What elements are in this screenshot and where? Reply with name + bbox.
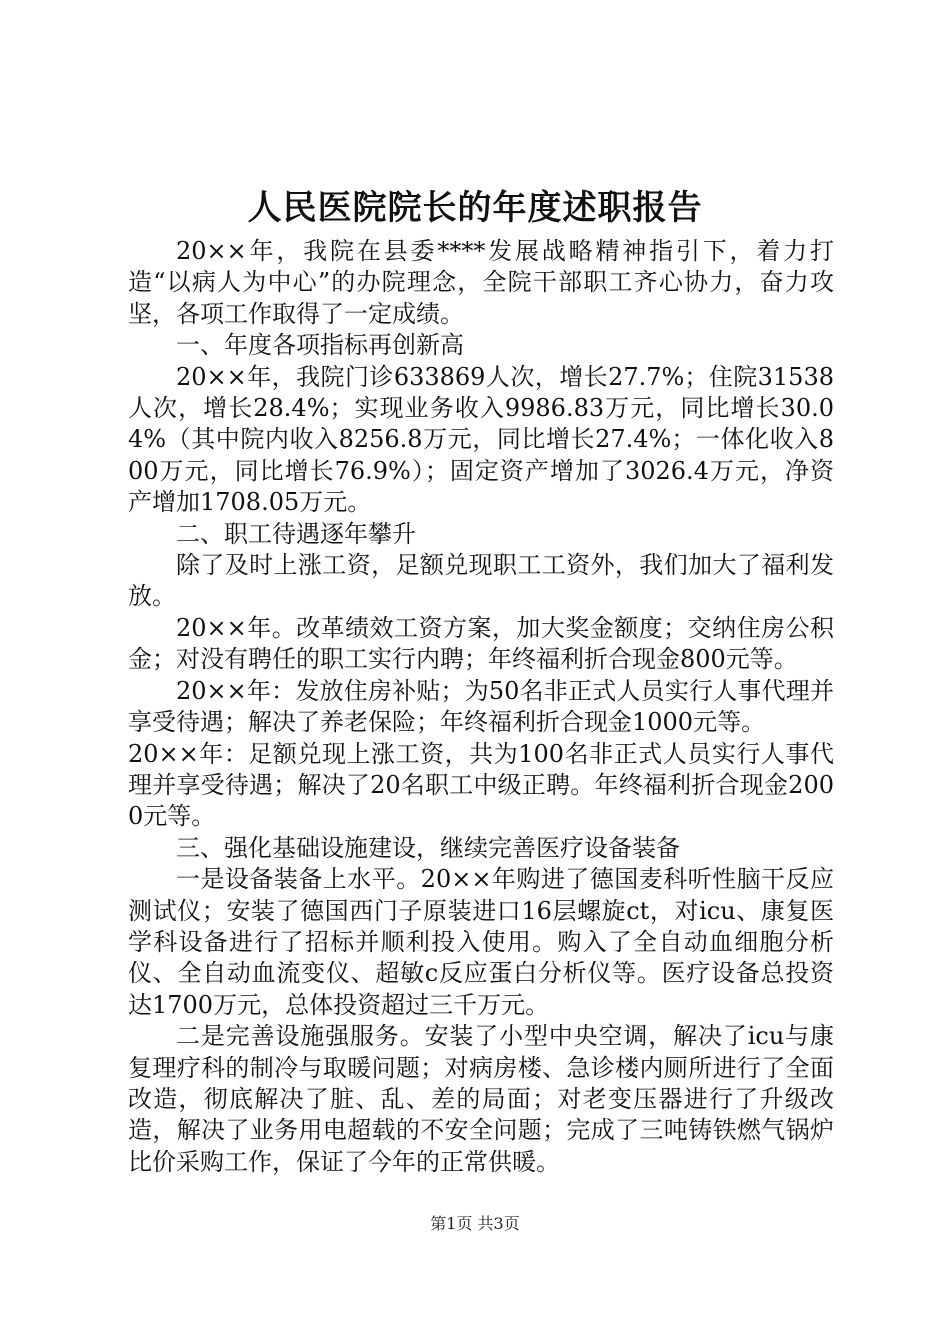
paragraph-equipment: 一是设备装备上水平。20××年购进了德国麦科听性脑干反应测试仪；安装了德国西门子原装进口16层螺旋ct，对icu、康复医学科设备进行了招标并顺利投入使用。购入了全自动血细胞分析仪、全自动血流变仪、超敏c反应蛋白分析仪等。医疗设备总投资达1700万元，总体投资超过三千万元。 [128,865,834,1019]
section-heading-2: 二、职工待遇逐年攀升 [176,519,416,548]
paragraph-indicators: 20××年，我院门诊633869人次，增长27.7%；住院31538人次，增长28.4%；实现业务收入9986.83万元，同比增长30.04%（其中院内收入8256.8万元，同比增长27.4%；一体化收入800万元，同比增长76.9%）；固定资产增加了3026.4万元，净资产增加1708.05万元。 [128,362,834,517]
document-body [128,236,834,1178]
paragraph-welfare-year-2: 20××年：发放住房补贴；为50名非正式人员实行人事代理并享受待遇；解决了养老保险；年终福利折合现金1000元等。 [128,676,834,737]
section-heading-1: 一、年度各项指标再创新高 [176,331,464,360]
paragraph-facilities: 二是完善设施强服务。安装了小型中央空调，解决了icu与康复理疗科的制冷与取暖问题；对病房楼、急诊楼内厕所进行了全面改造，彻底解决了脏、乱、差的局面；对老变压器进行了升级改造，解决了业务用电超载的不安全问题；完成了三吨铸铁燃气锅炉比价采购工作，保证了今年的正常供暖。 [128,1022,834,1176]
page-footer: 第1页 共3页 [430,1214,520,1233]
paragraph-welfare-intro: 除了及时上涨工资，足额兑现职工工资外，我们加大了福利发放。 [128,551,834,611]
document-title: 人民医院院长的年度述职报告 [247,188,703,228]
paragraph-intro: 20××年，我院在县委****发展战略精神指引下，着力打造“以病人为中心”的办院理念，全院干部职工齐心协力，奋力攻坚，各项工作取得了一定成绩。 [128,237,834,328]
paragraph-welfare-year-3: 20××年：足额兑现上涨工资，共为100名非正式人员实行人事代理并享受待遇；解决了20名职工中级正聘。年终福利折合现金2000元等。 [128,739,834,831]
paragraph-welfare-year-1: 20××年。改革绩效工资方案，加大奖金额度；交纳住房公积金；对没有聘任的职工实行内聘；年终福利折合现金800元等。 [128,613,834,674]
section-heading-3: 三、强化基础设施建设，继续完善医疗设备装备 [176,833,680,862]
